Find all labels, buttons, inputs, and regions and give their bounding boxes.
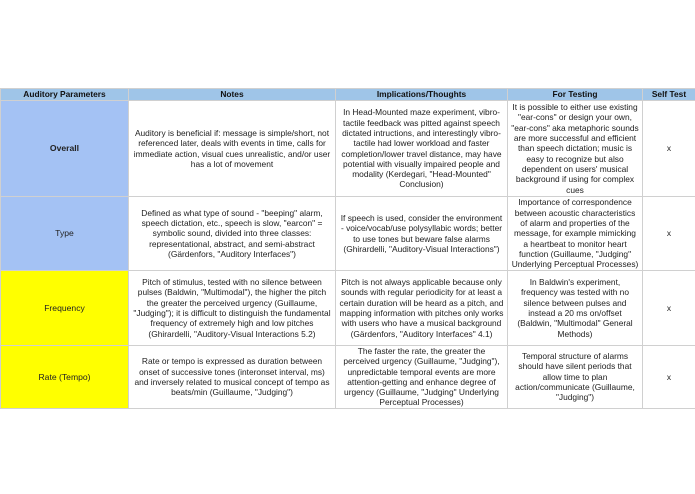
testing-cell[interactable]: It is possible to either use existing "ear-cons" or design your own, "ear-cons" aka metaphoric sounds are more successful and efficient than speech dictation; music is easy to recognize but also dependent on users' musical background if using for complex cues bbox=[508, 101, 643, 197]
header-implications: Implications/Thoughts bbox=[336, 89, 508, 101]
notes-cell[interactable]: Pitch of stimulus, tested with no silence between pulses (Baldwin, "Multimodal"), the higher the pitch the greater the perceived urgency (Guillaume, "Judging"); it is difficult to distinguish the fundamental frequency of extremely high and low pitches (Ghirardelli, "Auditory-Visual Interactions 5.2) bbox=[129, 271, 336, 346]
auditory-parameters-table bbox=[0, 88, 695, 409]
implications-cell[interactable]: In Head-Mounted maze experiment, vibro-tactile feedback was pitted against speech dictated intructions, and interestingly vibro-tactile had lower workload and faster completion/lower travel distance, may have potential with visually impaired people and modality (Kerdegari, "Head-Mounted" Conclusion) bbox=[336, 101, 508, 197]
header-for-testing: For Testing bbox=[508, 89, 643, 101]
param-cell[interactable]: Rate (Tempo) bbox=[1, 346, 129, 409]
param-cell[interactable]: Overall bbox=[1, 101, 129, 197]
notes-cell[interactable]: Auditory is beneficial if: message is simple/short, not referenced later, deals with events in time, calls for immediate action, visual cues unrealistic, and/or user has a lot of movement bbox=[129, 101, 336, 197]
self-test-cell[interactable]: x bbox=[643, 346, 695, 409]
self-test-cell[interactable]: x bbox=[643, 101, 695, 197]
table-row-overall bbox=[1, 101, 695, 197]
header-self-test: Self Test bbox=[643, 89, 695, 101]
implications-cell[interactable]: The faster the rate, the greater the perceived urgency (Guillaume, "Judging"), unpredictable temporal events are more attention-getting and enhance degree of urgency (Guillaume, "Judging" Underlying Perceptual Processes) bbox=[336, 346, 508, 409]
testing-cell[interactable]: Importance of correspondence between acoustic characteristics of alarm and properties of the message, for example mimicking a heartbeat to monitor heart function (Guillaume, "Judging" Underlying Perceptual Processes) bbox=[508, 197, 643, 271]
testing-cell[interactable]: In Baldwin's experiment, frequency was tested with no silence between pulses and instead a 20 ms on/offset (Baldwin, "Multimodal" General Methods) bbox=[508, 271, 643, 346]
self-test-cell[interactable]: x bbox=[643, 197, 695, 271]
header-row bbox=[1, 89, 695, 101]
table-row-type bbox=[1, 197, 695, 271]
header-auditory-parameters: Auditory Parameters bbox=[1, 89, 129, 101]
param-cell[interactable]: Frequency bbox=[1, 271, 129, 346]
param-cell[interactable]: Type bbox=[1, 197, 129, 271]
implications-cell[interactable]: Pitch is not always applicable because only sounds with regular periodicity for at least a certain duration will be heard as a pitch, and mapping information with pitches only works with users who have a musical background (Gärdenfors, "Auditory Interfaces" 4.1) bbox=[336, 271, 508, 346]
table-row-rate-tempo bbox=[1, 346, 695, 409]
header-notes: Notes bbox=[129, 89, 336, 101]
notes-cell[interactable]: Rate or tempo is expressed as duration between onset of successive tones (interonset interval, ms) and inversely related to musical concept of tempo as beats/min (Guillaume, "Judging") bbox=[129, 346, 336, 409]
implications-cell[interactable]: If speech is used, consider the environment - voice/vocab/use polysyllabic words; better to use tones but beware false alarms (Ghirardelli, "Auditory-Visual Interactions") bbox=[336, 197, 508, 271]
table-row-frequency bbox=[1, 271, 695, 346]
self-test-cell[interactable]: x bbox=[643, 271, 695, 346]
testing-cell[interactable]: Temporal structure of alarms should have silent periods that allow time to plan action/communicate (Guillaume, "Judging") bbox=[508, 346, 643, 409]
notes-cell[interactable]: Defined as what type of sound - "beeping" alarm, speech dictation, etc., speech is slow, "earcon" = symbolic sound, divided into three classes: representational, abstract, and semi-abstract (Gärdenfors, "Auditory Interfaces") bbox=[129, 197, 336, 271]
